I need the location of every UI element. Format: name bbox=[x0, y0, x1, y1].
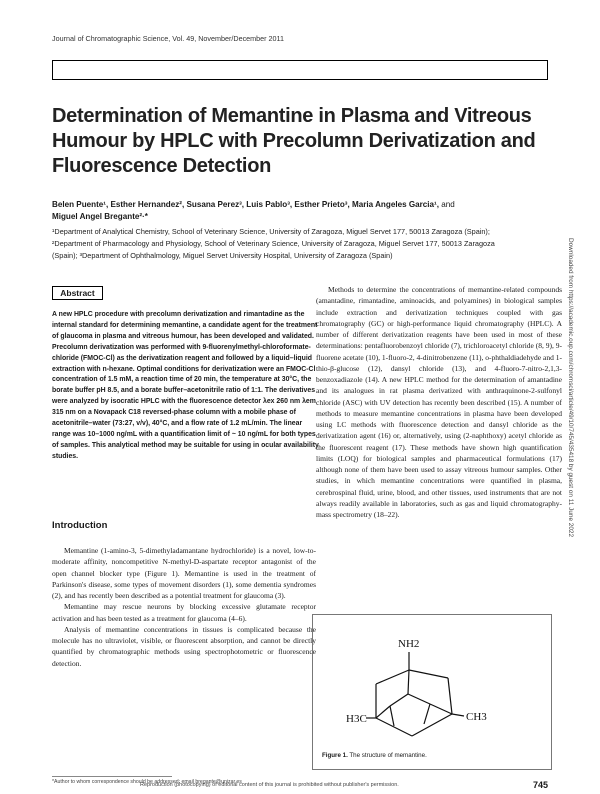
intro-paragraph-2: Memantine may rescue neurons by blocking excessive glutamate receptor activation and has been tested as a treatment for glaucoma (4–6). bbox=[52, 602, 316, 623]
author-list bbox=[52, 199, 522, 222]
abstract-heading: Abstract bbox=[52, 286, 103, 300]
affiliation-1: ¹Department of Analytical Chemistry, School of Veterinary Science, University of Zaragoza, Miguel Servet 177, 50013 Zaragoza (Spain); bbox=[52, 227, 490, 236]
authors-and: and bbox=[441, 200, 455, 209]
intro-paragraph-1: Memantine (1-amino-3, 5-dimethyladamantane hydrochloride) is a novel, low-to-moderate affinity, noncompetitive N-methyl-D-aspartate receptor antagonist of the open channel blocker type (Figure 1). Memantine is used in the treatment of Parkinson's disease, some types of movement disorders (1), some dementia syndromes (2), and has recently been described as a potential treatment for glaucoma (3). bbox=[52, 546, 316, 600]
page-number: 745 bbox=[533, 780, 549, 790]
download-side-note: Downloaded from https://academic.oup.com/chromsci/article/49/10/745/435418 by guest on 11 June 2022 bbox=[567, 238, 574, 538]
h3c-label: H3C bbox=[346, 713, 367, 725]
header-rule-box bbox=[52, 60, 548, 80]
figure-caption bbox=[322, 752, 427, 759]
right-paragraph-1: Methods to determine the concentrations of memantine-related compounds (amantadine, rimantadine, aminoacids, and polyamines) in biological samples include extraction and derivatization techniques coupled with gas chromatography (GC) or high-performance liquid chromatography (HPLC). A number of different derivatization reagents have been used in most of these determinations: pentafluorobenzoyl chloride (7), trichloroacetyl chloride (8, 9), 9-fluorene acetate (10), 1-fluoro-2, 4-dinitrobenzene (11), o-phthaldiadehyde and 1-thio-β-glucose (12), dansyl chloride (13), and 4-fluoro-7-nitro-2,1,3-benzoxadiazole (14). A new HPLC method for the determination of amantadine and its analogues in rat plasma derivatized with anthraquinone-2-sulfonyl chloride (ASC) with UV detection has recently been described (15). A number of methods to measure memantine concentrations in plasma have been developed using LC methods with fluorescence detection and dansyl chloride as the derivatization agent (16) or, alternatively, using (2-naphthoxy) acetyl chloride as the fluorescent reagent (17). These methods have shown high quantification limits (LOQ) for biological samples and pharmaceutical formulations (17) although none of them have been used to assay vitreous humour samples. Other studies, in which memantine concentrations were quantified in plasma, cerebrospinal fluid, urine, blood, and other tissues, used instruments that are not always readily available in laboratories, such as gas and liquid chromatography-mass spectrometry (18–22). bbox=[316, 285, 562, 519]
affiliation-2: ²Department of Pharmacology and Physiology, School of Veterinary Science, University of Zaragoza, Miguel Servet 177, 50013 Zaragoza bbox=[52, 239, 495, 249]
abstract-text: A new HPLC procedure with precolumn derivatization and rimantadine as the internal standard for determining memantine, a candidate agent for the treatment of glaucoma in plasma and vitreous humour, has been developed and validated. Precolumn derivatization was performed with 9-fluorenylmethyl-chloroformate-chloride (FMOC-Cl) as the derivatization reagent and followed by a liquid–liquid extraction with n-hexane. Optimal conditions for derivatization were an FMOC-Cl concentration of 1.5 mM, a reaction time of 20 min, the temperature at 30°C, the borate buffer pH 8.5, and a borate buffer–acetonitrile ratio of 1:1. The derivatives were analyzed by isocratic HPLC with the fluorescence detector λex 260 nm λem 315 nm on a Novapack C18 reversed-phase column with a mobile phase of acetonitrile–water (73:27, v/v), 40°C, and a flow rate of 1.2 mL/min. The linear range was 10–1000 ng/mL with a quantification limit of ~ 10 ng/mL for both types of samples. This analytical method may be suitable for using in ocular availability studies. bbox=[52, 311, 319, 460]
authors-line-1: Belen Puente¹, Esther Hernandez², Susana Perez³, Luis Pablo³, Esther Prieto³, Maria Angeles Garcia¹, bbox=[52, 200, 439, 209]
right-column-body bbox=[316, 284, 562, 520]
authors-line-2: Miguel Angel Bregante²·* bbox=[52, 211, 148, 221]
introduction-body bbox=[52, 545, 316, 669]
adamantane-bonds bbox=[366, 652, 464, 736]
intro-paragraph-3: Analysis of memantine concentrations in tissues is complicated because the molecule has no ultraviolet, visible, or fluorescent absorption, and cannot be directly quantified by chromatographic methods using spectrophotometric or fluorescence detection. bbox=[52, 624, 316, 668]
correspondence-footnote: *Author to whom correspondence should be addressed: email bregante@unizar.es bbox=[52, 776, 172, 785]
ch3-label: CH3 bbox=[466, 711, 487, 723]
figure-caption-label: Figure 1. bbox=[322, 752, 348, 759]
affiliation-3: (Spain); ³Department of Ophthalmology, Miguel Servet University Hospital, University of Zaragoza (Spain) bbox=[52, 251, 393, 261]
memantine-structure bbox=[312, 614, 552, 754]
article-title: Determination of Memantine in Plasma and Vitreous Humour by HPLC with Precolumn Derivatization and Fluorescence Detection bbox=[52, 105, 536, 177]
figure-caption-text: The structure of memantine. bbox=[349, 752, 427, 759]
affiliations bbox=[52, 226, 542, 263]
journal-header: Journal of Chromatographic Science, Vol. 49, November/December 2011 bbox=[52, 34, 284, 43]
reproduction-notice: Reproduction (photocopying) of editorial content of this journal is prohibited without publisher's permission. bbox=[140, 782, 399, 788]
nh2-label: NH2 bbox=[398, 638, 420, 650]
introduction-heading: Introduction bbox=[52, 520, 108, 531]
